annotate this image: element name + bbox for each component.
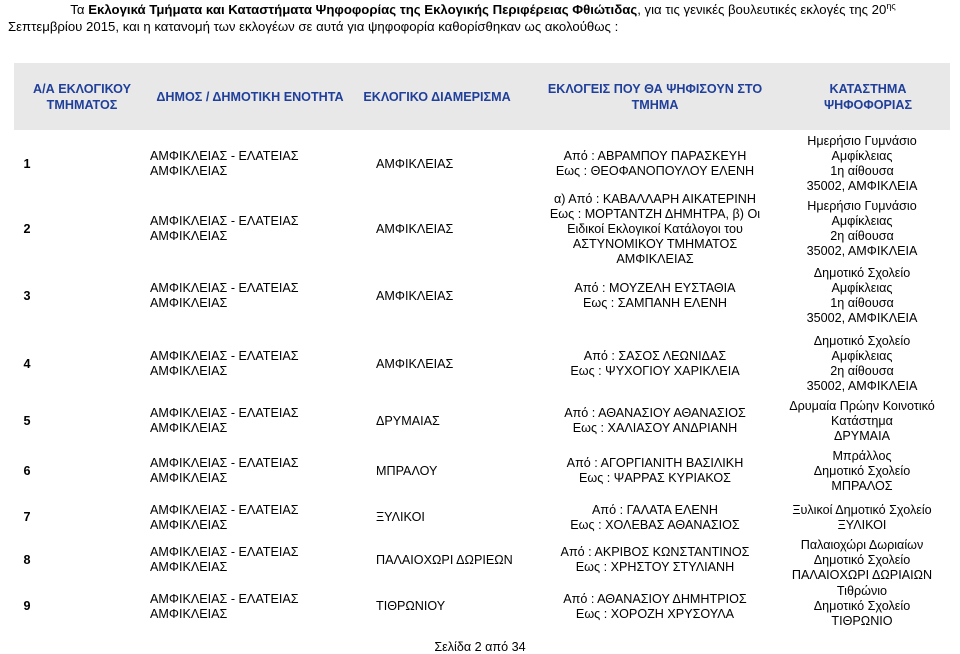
row-diamerisma: ΜΠΡΑΛΟΥ [376,463,438,478]
intro-pre: Τα [70,2,89,17]
voters-line: ΑΜΦΙΚΛΕΙΑΣ [616,251,694,266]
dimos-line: ΑΜΦΙΚΛΕΙΑΣ - ΕΛΑΤΕΙΑΣ [150,281,299,295]
table-row [14,496,950,539]
row-voters [524,260,786,332]
intro-bold: Εκλογικά Τμήματα και Καταστήματα Ψηφοφορίας της Εκλογικής Περιφέρειας Φθιώτιδας [88,2,638,17]
katastima-line: Δημοτικό Σχολείο [813,552,911,567]
row-dimos [150,396,350,446]
dimos-line: ΑΜΦΙΚΛΕΙΑΣ [150,421,228,435]
dimos-line: ΑΜΦΙΚΛΕΙΑΣ [150,606,228,621]
table-row [14,581,950,632]
row-voters [524,332,786,396]
header-diamerisma: ΕΚΛΟΓΙΚΟ ΔΙΑΜΕΡΙΣΜΑ [363,89,511,104]
katastima-line: 35002, ΑΜΦΙΚΛΕΙΑ [806,244,918,258]
row-number: 8 [23,552,31,567]
row-katastima [774,332,950,396]
row-voters [524,539,786,581]
voters-line: Από : ΑΘΑΝΑΣΙΟΥ ΔΗΜΗΤΡΙΟΣ [563,591,747,606]
voters-line: Από : ΑΚΡΙΒΟΣ ΚΩΝΣΤΑΝΤΙΝΟΣ [560,545,750,559]
voters-line: Από : ΑΒΡΑΜΠΟΥ ΠΑΡΑΣΚΕΥΗ [563,149,747,163]
table-row [14,191,950,266]
header-dimos: ΔΗΜΟΣ / ΔΗΜΟΤΙΚΗ ΕΝΟΤΗΤΑ [156,89,344,104]
row-number: 5 [23,413,31,428]
katastima-line: ΠΑΛΑΙΟΧΩΡΙ ΔΩΡΙΑΙΩΝ [791,567,933,582]
row-number: 2 [23,221,31,236]
dimos-line: ΑΜΦΙΚΛΕΙΑΣ [150,229,228,243]
voters-line: Εως : ΨΥΧΟΓΙΟΥ ΧΑΡΙΚΛΕΙΑ [570,364,740,378]
table-header [14,63,950,130]
intro-line-2: Σεπτεμβρίου 2015, και η κατανομή των εκλογέων σε αυτά για ψηφοφορία καθορίσθηκαν ως ακολούθως : [8,19,619,34]
katastima-line: ΞΥΛΙΚΟΙ [837,517,887,532]
katastima-line: 1η αίθουσα [830,296,894,310]
row-katastima [774,130,950,198]
dimos-line: ΑΜΦΙΚΛΕΙΑΣ [150,517,228,532]
row-number: 6 [23,463,31,478]
katastima-line: 2η αίθουσα [830,229,894,243]
row-katastima [774,260,950,332]
katastima-line: Τιθρώνιο [836,584,888,598]
row-voters [524,396,786,446]
header-tmima: Α/Α ΕΚΛΟΓΙΚΟΥ ΤΜΗΜΑΤΟΣ [33,81,131,112]
katastima-line: Ημερήσιο Γυμνάσιο [807,134,917,148]
voters-line: α) Από : ΚΑΒΑΛΛΑΡΗ ΑΙΚΑΤΕΡΙΝΗ [554,191,756,206]
voters-line: Εως : ΧΟΛΕΒΑΣ ΑΘΑΝΑΣΙΟΣ [570,517,740,532]
polling-table [14,63,950,632]
row-dimos [150,539,350,581]
voters-line: Εως : ΘΕΟΦΑΝΟΠΟΥΛΟΥ ΕΛΕΝΗ [555,164,755,178]
row-katastima [774,539,950,581]
row-dimos [150,260,350,332]
header-voters: ΕΚΛΟΓΕΙΣ ΠΟΥ ΘΑ ΨΗΦΙΣΟΥΝ ΣΤΟ ΤΜΗΜΑ [547,81,763,112]
dimos-line: ΑΜΦΙΚΛΕΙΑΣ [150,471,228,485]
katastima-line: Κατάστημα [831,413,893,428]
row-voters [524,191,786,266]
katastima-line: ΤΙΘΡΩΝΙΟ [831,614,893,628]
dimos-line: ΑΜΦΙΚΛΕΙΑΣ - ΕΛΑΤΕΙΑΣ [150,456,299,470]
katastima-line: Αμφίκλειας [831,214,893,228]
dimos-line: ΑΜΦΙΚΛΕΙΑΣ - ΕΛΑΤΕΙΑΣ [150,545,299,559]
row-number: 7 [23,510,31,524]
table-row [14,260,950,332]
row-diamerisma: ΤΙΘΡΩΝΙΟΥ [376,599,446,613]
voters-line: Από : ΑΓΟΡΓΙΑΝΙΤΗ ΒΑΣΙΛΙΚΗ [566,456,744,470]
voters-line: Ειδικοί Εκλογικοί Κατάλογοι του [567,221,743,236]
page-footer: Σελίδα 2 από 34 [434,640,526,654]
row-voters [524,446,786,496]
row-katastima [774,198,950,260]
katastima-line: Δημοτικό Σχολείο [813,463,911,478]
row-diamerisma: ΑΜΦΙΚΛΕΙΑΣ [376,156,454,171]
intro-text [8,1,958,35]
dimos-line: ΑΜΦΙΚΛΕΙΑΣ - ΕΛΑΤΕΙΑΣ [150,149,299,163]
row-katastima [774,396,950,446]
table-row [14,446,950,496]
katastima-line: Μπράλλος [832,448,892,463]
intro-line-1 [8,1,958,18]
voters-line: Εως : ΧΡΗΣΤΟΥ ΣΤΥΛΙΑΝΗ [575,560,735,574]
voters-line: Εως : ΧΑΛΙΑΣΟΥ ΑΝΔΡΙΑΝΗ [572,421,738,435]
intro-post: , για τις γενικές βουλευτικές εκλογές της 20 [637,2,887,17]
row-diamerisma: ΔΡΥΜΑΙΑΣ [376,413,440,428]
table-row [14,396,950,446]
dimos-line: ΑΜΦΙΚΛΕΙΑΣ [150,364,228,378]
row-katastima [774,581,950,632]
row-voters [524,581,786,632]
katastima-line: ΔΡΥΜΑΙΑ [833,428,890,443]
katastima-line: Αμφίκλειας [831,349,893,363]
katastima-line: 35002, ΑΜΦΙΚΛΕΙΑ [806,379,918,393]
voters-line: Από : ΓΑΛΑΤΑ ΕΛΕΝΗ [591,502,718,517]
dimos-line: ΑΜΦΙΚΛΕΙΑΣ - ΕΛΑΤΕΙΑΣ [150,214,299,228]
katastima-line: 35002, ΑΜΦΙΚΛΕΙΑ [806,179,918,193]
row-diamerisma: ΑΜΦΙΚΛΕΙΑΣ [376,288,454,303]
row-diamerisma: ΞΥΛΙΚΟΙ [376,510,425,524]
dimos-line: ΑΜΦΙΚΛΕΙΑΣ [150,560,228,574]
row-number: 4 [23,356,31,371]
voters-line: Από : ΑΘΑΝΑΣΙΟΥ ΑΘΑΝΑΣΙΟΣ [564,406,746,420]
table-row [14,332,950,396]
row-voters [524,496,786,539]
katastima-line: Δημοτικό Σχολείο [813,334,911,348]
row-dimos [150,581,350,632]
voters-line: Από : ΜΟΥΖΕΛΗ ΕΥΣΤΑΘΙΑ [574,281,736,295]
row-dimos [150,446,350,496]
row-diamerisma: ΠΑΛΑΙΟΧΩΡΙ ΔΩΡΙΕΩΝ [376,552,513,567]
row-number: 9 [23,599,31,613]
row-number: 1 [23,156,31,171]
voters-line: Εως : ΜΟΡΤΑΝΤΖΗ ΔΗΜΗΤΡΑ, β) Οι [549,206,761,221]
katastima-line: Ξυλικοί Δημοτικό Σχολείο [792,502,932,517]
intro-sup: ης [886,1,896,11]
row-voters [524,130,786,198]
katastima-line: Παλαιοχώρι Δωριαίων [800,537,924,552]
katastima-line: Δημοτικό Σχολείο [813,266,911,280]
row-katastima [774,446,950,496]
row-dimos [150,198,350,260]
table-row [14,539,950,581]
katastima-line: ΜΠΡΑΛΟΣ [831,478,893,493]
row-katastima [774,496,950,539]
dimos-line: ΑΜΦΙΚΛΕΙΑΣ - ΕΛΑΤΕΙΑΣ [150,502,299,517]
dimos-line: ΑΜΦΙΚΛΕΙΑΣ - ΕΛΑΤΕΙΑΣ [150,591,299,606]
katastima-line: 2η αίθουσα [830,364,894,378]
voters-line: Από : ΣΑΣΟΣ ΛΕΩΝΙΔΑΣ [583,349,727,363]
katastima-line: 1η αίθουσα [830,164,894,178]
dimos-line: ΑΜΦΙΚΛΕΙΑΣ [150,164,228,178]
dimos-line: ΑΜΦΙΚΛΕΙΑΣ - ΕΛΑΤΕΙΑΣ [150,406,299,420]
voters-line: ΑΣΤΥΝΟΜΙΚΟΥ ΤΜΗΜΑΤΟΣ [572,236,738,251]
voters-line: Εως : ΨΑΡΡΑΣ ΚΥΡΙΑΚΟΣ [579,471,731,485]
katastima-line: 35002, ΑΜΦΙΚΛΕΙΑ [806,311,918,325]
dimos-line: ΑΜΦΙΚΛΕΙΑΣ - ΕΛΑΤΕΙΑΣ [150,349,299,363]
katastima-line: Ημερήσιο Γυμνάσιο [807,199,917,213]
header-katastima: ΚΑΤΑΣΤΗΜΑ ΨΗΦΟΦΟΡΙΑΣ [823,81,913,112]
voters-line: Εως : ΣΑΜΠΑΝΗ ΕΛΕΝΗ [582,296,728,310]
row-dimos [150,130,350,198]
katastima-line: Αμφίκλειας [831,281,893,295]
katastima-line: Αμφίκλειας [831,149,893,163]
dimos-line: ΑΜΦΙΚΛΕΙΑΣ [150,296,228,310]
row-diamerisma: ΑΜΦΙΚΛΕΙΑΣ [376,356,454,371]
row-dimos [150,332,350,396]
katastima-line: Δημοτικό Σχολείο [813,599,911,613]
katastima-line: Δρυμαία Πρώην Κοινοτικό [789,398,935,413]
row-diamerisma: ΑΜΦΙΚΛΕΙΑΣ [376,221,454,236]
table-row [14,130,950,198]
row-number: 3 [23,288,31,303]
row-dimos [150,496,350,539]
voters-line: Εως : ΧΟΡΟΖΗ ΧΡΥΣΟΥΛΑ [575,606,735,621]
